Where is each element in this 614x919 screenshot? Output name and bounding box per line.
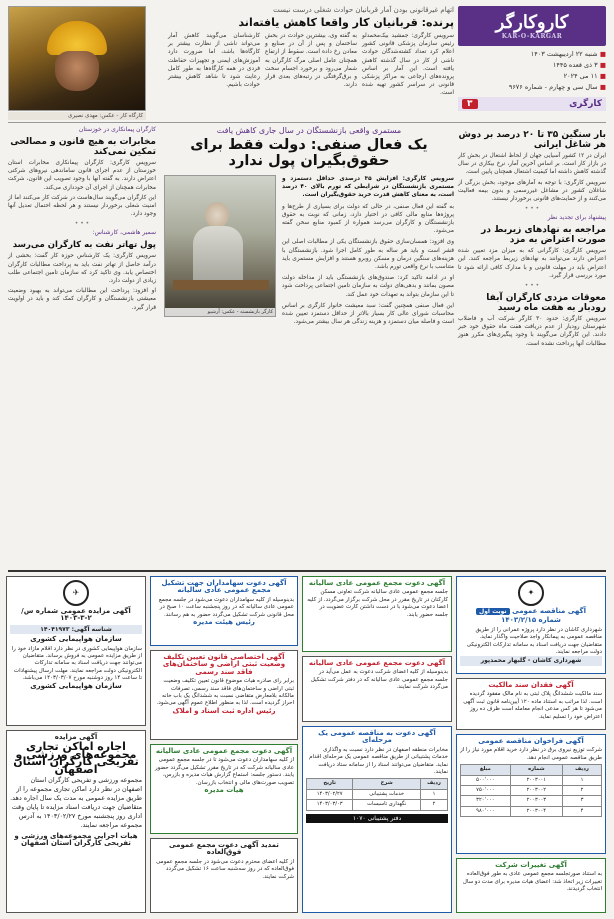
- ad-electric-body: شرکت توزیع نیروی برق در نظر دارد خرید اقلام مورد نیاز را از طریق مناقصه عمومی انجام دهد.: [460, 747, 602, 761]
- ad-annual-body: از کلیه سهامداران دعوت می‌شود تا در جلسه مجمع عمومی عادی سالیانه شرکت که در تاریخ مقرر تشکیل می‌گردد حضور یابند. دستور جلسه: استماع گزارش هیات مدیره و بازرس، تصویب صورت‌های مالی و انتخاب بازرسان.: [155, 757, 294, 786]
- ad-land-title: آگهی اختصاصی قانون تعیین تکلیف وضعیت ثبتی اراضی و ساختمان‌های فاقد سند رسمی: [162, 653, 286, 676]
- ad-annual-footer: هیات مدیره: [204, 786, 244, 795]
- top-story-headline: پرنده: قربانیان کار واقعا کاهش یافته‌اند: [238, 16, 454, 29]
- ads-section: [8, 576, 606, 913]
- ad-telecom-tender: [302, 726, 452, 913]
- meta-date-gregorian: ۱۱ می ۲۰۲۴: [563, 72, 598, 80]
- right-third-body: سرویس کارگری: حدود ۳۰ کارگر شرکت آب و فاضلاب شهرستان رودبار از عدم دریافت هفت ماه حقوق خود خبر دادند. این کارگران می‌گویند با وجود پیگیری‌های مکرر هنوز مطالبات آنها پرداخت نشده است.: [458, 316, 606, 347]
- table-row: ۲ نگهداری تاسیسات ۱۴۰۳/۰۳/۰۳: [307, 800, 448, 810]
- ad-coop-body: جلسه مجمع عمومی عادی سالیانه شرکت تعاونی مسکن کارکنان در تاریخ مقرر در محل شرکت برگزار می‌گردد. از کلیه اعضا دعوت می‌شود با در دست داشتن کارت عضویت در جلسه حضور یابند.: [307, 589, 448, 618]
- ad-tender-title: آگهی مناقصه عمومی: [512, 607, 586, 615]
- worker-helmet-photo: [8, 6, 146, 111]
- left-body-1: سرویس کارگری: کارگران پیمانکاری مخابرات استان خوزستان از عدم اجرای قانون ساماندهی نیروهای شرکتی اعتراض دارند. به گفته آنها با وجود تصویب این قانون، شرکت مخابرات همچنان از اجرای آن خودداری می‌کند.: [8, 160, 156, 191]
- ad-land-body: برابر رای صادره هیات موضوع قانون تعیین تکلیف وضعیت ثبتی اراضی و ساختمان‌های فاقد سند رسمی، تصرفات مالکانه بلامعارض متقاضی نسبت به ششدانگ یک باب خانه احراز گردیده است. لذا به منظور اطلاع عموم آگهی می‌شود.: [156, 678, 294, 707]
- retiree-photo-caption: کارگر بازنشسته - عکس: آرشیو: [165, 308, 275, 316]
- top-story-col-1: سرویس کارگری: جمشید بیک‌محمدلو رئیس سازمان پزشکی قانونی کشور اعلام کرد تعداد کشته‌شدگان حوادث ناشی از کار در سال گذشته کاهش یافته است. این آمار بر اساس پرونده‌های ارجاعی به مراکز پزشکی قانونی در سراسر کشور تهیه شده است.: [362, 33, 454, 97]
- table-row: ۲ ۲۰۰۳۰۰۲ ۷۵۰٬۰۰۰: [461, 786, 602, 796]
- ads-column-center-right: [302, 576, 452, 913]
- face-shape: [55, 51, 99, 91]
- ad-extraordinary-assembly: [150, 838, 298, 913]
- ad-shareholders-title: آگهی دعوت سهامداران جهت تشکیل مجمع عمومی عادی سالیانه: [161, 579, 287, 595]
- table-header: تاریخ: [307, 779, 353, 789]
- page-number: ۳: [462, 99, 478, 109]
- ad-telecom-footer: دفتر پشتیبانی ۱۰۷۰: [306, 814, 448, 823]
- ad-extra-body: از کلیه اعضای محترم دعوت می‌شود در جلسه مجمع عمومی فوق‌العاده که در روز سه‌شنبه ساعت ۱۶ تشکیل می‌گردد شرکت نمایند.: [156, 858, 294, 880]
- table-header: مبلغ: [461, 765, 511, 775]
- table-header: شماره: [510, 765, 562, 775]
- ad-isfahan-footer: هیات اجرایی مجموعه‌های ورزشی و تفریحی کارگران استان اصفهان: [14, 832, 138, 848]
- ad-isfahan-auction: [6, 730, 146, 913]
- left-sub-kicker: سمیر هاشمی، کارشناس:: [92, 229, 156, 237]
- right-sub-body: سرویس کارگری: کارگرانی که به میزان مزد تعیین شده اعتراض دارند می‌توانند به نهادهای زیربط مراجعه کنند. این اعتراض باید در مهلت قانونی و با مدارک کافی ارائه شود تا مورد بررسی قرار گیرد.: [458, 248, 606, 279]
- main-body-1: به گفته این فعال صنفی، در حالی که دولت برای بسیاری از طرح‌ها و پروژه‌ها منابع مالی کافی در اختیار دارد، زمانی که نوبت به حقوق بازنشستگان و کارگران می‌رسد همواره از کمبود منابع سخن گفته می‌شود.: [282, 203, 454, 235]
- ad-tender-kashan: [456, 576, 606, 674]
- photo-caption: کارگاه کار - عکس: مهدی نصیری: [8, 112, 146, 120]
- ad-annual-assembly: [150, 744, 298, 834]
- meta-date-shamsi: شنبه ۲۲ اردیبهشت ۱۴۰۳: [530, 50, 598, 58]
- masthead: [458, 6, 606, 116]
- table-row: ۱ خدمات پشتیبانی ۱۴۰۳/۰۲/۲۷: [307, 789, 448, 799]
- ad-land-registry: [150, 650, 298, 740]
- helmet-shape: [47, 21, 107, 55]
- ads-column-right: [456, 576, 606, 913]
- ads-column-left: [6, 576, 146, 913]
- left-sub-body-2: او افزود: پرداخت این مطالبات می‌تواند به بهبود وضعیت معیشتی بازنشستگان و کارگران کمک کند و باید در اولویت قرار گیرد.: [8, 288, 156, 311]
- main-body-4: این فعال صنفی همچنین گفت: سبد معیشت خانوار کارگری بر اساس محاسبات شورای عالی کار بسیار بالاتر از حداقل دستمزد تعیین شده است و فاصله میان دستمزد و هزینه زندگی هر سال بیشتر می‌شود.: [282, 302, 454, 326]
- table-row: ۳ ۲۰۰۳۰۰۳ ۳۲۰٬۰۰۰: [461, 796, 602, 806]
- ad-aviation-body: سازمان هواپیمایی کشوری در نظر دارد اقلام مازاد خود را از طریق مزایده عمومی به فروش برساند. متقاضیان می‌توانند جهت دریافت اسناد به سامانه تدارکات الکترونیکی دولت مراجعه نمایند. مهلت ارسال پیشنهادات تا ساعت ۱۴ روز دوشنبه مورخ ۱۴۰۳/۰۳/۰۷ می‌باشد.: [11, 645, 142, 682]
- ad-lost-deed: [456, 678, 606, 730]
- brand-latin: KAR-O-KARGAR: [501, 33, 563, 40]
- ad-electric-tender: [456, 734, 606, 854]
- top-story: [168, 6, 454, 116]
- ad-shareholders: [150, 576, 298, 646]
- bench-shape: [173, 280, 269, 290]
- ad-extra-title: تمدید آگهی دعوت مجمع عمومی فوق‌العاده: [169, 841, 279, 857]
- left-column: کارگران پیمانکاری در خوزستان مخابرات به هیچ قانون و مصالحی تمکین نمی‌کند سرویس کارگری: کارگران پیمانکاری مخابرات استان خوزستان از عدم اجرای قانون ساماندهی نیروهای شرکتی اعتراض دارند. به گفته آنها با وجود تصویب این قانون، شرکت مخابرات همچنان از اجرای آن خودداری می‌کند. این کارگران می‌گویند سال‌هاست در شرکت کار می‌کنند اما از امنیت شغلی برخوردار نیستند و هر لحظه احتمال تعدیل آنها وجود دارد. • • • سمیر هاشمی، کارشناس: پول تهاتر نفت به کارگران می‌رسد سرویس کارگری: یک کارشناس حوزه کار گفت: بخشی از درآمد حاصل از تهاتر نفت باید به پرداخت مطالبات کارگران اختصاص یابد. وی تاکید کرد که سازمان تامین اجتماعی طلب زیادی از دولت دارد. او افزود: پرداخت این مطالبات می‌تواند به بهبود وضعیت معیشتی بازنشستگان و کارگران کمک کند و باید در اولویت قرار گیرد.: [8, 126, 156, 311]
- ad-land-footer: رئیس اداره ثبت اسناد و املاک: [172, 706, 276, 715]
- aviation-logo-icon: ✈: [63, 580, 89, 606]
- section-tab: [458, 97, 606, 111]
- left-headline: مخابرات به هیچ قانون و مصالحی تمکین نمی‌کند: [10, 137, 156, 157]
- ad-lost-deed-body: سند مالکیت ششدانگ پلاک ثبتی به نام مالک مفقود گردیده است. لذا مراتب به استناد ماده ۱۲۰ آیین‌نامه قانون ثبت آگهی می‌شود تا هر کس مدعی انجام معامله است ظرف ده روز اعتراض خود را تسلیم نماید.: [463, 691, 602, 720]
- ad-aviation-title: آگهی مزایده عمومی شماره س/۲-۳-۱۴۰۳: [21, 607, 131, 623]
- ad-coop-title: آگهی دعوت مجمع عمومی عادی سالیانه: [308, 579, 446, 587]
- ads-divider: [8, 570, 606, 572]
- ad-aviation-auction: [6, 576, 146, 726]
- ad-electric-table: [460, 764, 602, 817]
- ad-shareholders-footer: رئیس هیئت مدیره: [193, 618, 255, 627]
- top-story-col-2: به گفته وی، بیشترین حوادث در بخش ساختمان و پس از آن در صنایع و معادن رخ داده است. سقوط از ارتفاع همچنان عامل اصلی مرگ کارگران به شمار می‌رود و برخورد اجسام سخت و برق‌گرفتگی در رتبه‌های بعدی قرار دارند.: [265, 33, 357, 89]
- ad-assembly-2-body: بدینوسیله از کلیه اعضای شرکت دعوت به عمل می‌آید در جلسه مجمع عمومی عادی سالیانه که در دفتر شرکت تشکیل می‌گردد شرکت نمایند.: [310, 669, 448, 691]
- right-body-1: ایران در ۱۲ کشور آسیایی جهان از لحاظ اشتغال در بخش کار در بازار کار است. بر اساس آخرین آمار، نرخ بیکاری در سال گذشته کاهش داشته اما کیفیت اشتغال همچنان پایین است.: [458, 153, 606, 176]
- right-body-2: سرویس کارگری: با توجه به آمارهای موجود، بخش بزرگی از شاغلان کشور در مشاغل غیررسمی و بدون بیمه فعالیت می‌کنند و از حمایت‌های قانونی برخوردار نیستند.: [458, 179, 606, 203]
- ad-changes-title: آگهی تغییرات شرکت: [495, 861, 567, 869]
- right-headline: بار سنگین ۳۵ تا ۲۰ درصد بر دوش هر شاغل ایرانی: [458, 130, 606, 150]
- left-kicker: کارگران پیمانکاری در خوزستان: [78, 126, 156, 133]
- main-kicker: مستمری واقعی بازنشستگان در سال جاری کاهش یافت: [216, 126, 402, 135]
- ad-tender-body: شهرداری کاشان در نظر دارد پروژه عمرانی را از طریق مناقصه عمومی به پیمانکار واجد صلاحیت واگذار نماید. متقاضیان جهت دریافت اسناد به سامانه تدارکات الکترونیکی دولت مراجعه نمایند.: [466, 626, 602, 656]
- man-body-shape: [193, 226, 243, 286]
- ad-changes-body: به استناد صورتجلسه مجمع عمومی عادی به طور فوق‌العاده تغییرات زیر اتخاذ شد: اعضای هیات مدیره برای مدت دو سال انتخاب گردیدند.: [462, 871, 602, 893]
- main-body-3: او در ادامه تاکید کرد: صندوق‌های بازنشستگی باید از مداخله دولت مصون بمانند و بدهی‌های دولت به سازمان تامین اجتماعی پرداخت شود تا این سازمان بتواند به تعهدات خود عمل کند.: [282, 275, 454, 298]
- meta-issue-number: سال سی و چهارم - شماره ۹۶۷۶: [508, 83, 598, 91]
- table-header: شرح: [353, 779, 421, 789]
- main-lead: سرویس کارگری: افزایش ۳۵ درصدی حداقل دستمزد و مستمری بازنشستگان در شرایطی که تورم بالای ۴۰ درصد است، به معنای کاهش قدرت خرید حقوق‌بگیران است.: [282, 176, 455, 199]
- top-story-col-3: کارشناسان می‌گویند کاهش آمار می‌تواند ناشی از نظارت بیشتر بر کارگاه‌ها باشد، اما ضرورت دارد آموزش‌های ایمنی و تجهیزات حفاظت فردی در همه کارگاه‌ها به طور کامل رعایت شود تا شاهد کاهش بیشتر حوادث باشیم.: [168, 33, 260, 89]
- ad-isfahan-body: مجموعه ورزشی و تفریحی کارگران استان اصفهان در نظر دارد اماکن تجاری مجموعه را از طریق مزایده عمومی به مدت یک سال اجاره دهد. متقاضیان جهت دریافت اسناد مزایده تا پایان وقت اداری روز پنجشنبه مورخ ۱۴۰۳/۰۲/۲۷ به آدرس مجموعه مراجعه نمایند.: [10, 776, 142, 830]
- main-headline: یک فعال صنفی: دولت فقط برای حقوق‌بگیران پول ندارد: [190, 137, 428, 169]
- ad-lost-deed-title: آگهی فقدان سند مالکیت: [488, 681, 574, 689]
- ad-aviation-org: سازمان هواپیمایی کشوری: [30, 635, 122, 644]
- ad-shareholders-body: بدینوسیله از کلیه سهامداران دعوت می‌شود در جلسه مجمع عمومی عادی سالیانه که در روز پنجشنبه ساعت ۱۰ صبح در محل قانونی شرکت تشکیل می‌گردد حضور به هم رسانند.: [158, 596, 294, 618]
- issue-meta: ■ شنبه ۲۲ اردیبهشت ۱۴۰۳ ■ ۳ ذی قعده ۱۴۴۵ ■ ۱۱ می ۲۰۲۴ ■ سال سی و چهارم - شماره ۹۶۷۶: [508, 50, 606, 91]
- ad-isfahan-headline: اجاره اماکن تجاری مجموعه‌های ورزشی و تفریحی کارگران استان اصفهان: [13, 740, 139, 776]
- ad-tender-number: شماره ۱۴۰۳/۲/۱۵: [501, 616, 561, 625]
- meta-date-hijri: ۳ ذی قعده ۱۴۴۵: [552, 61, 598, 69]
- ad-annual-title: آگهی دعوت مجمع عمومی عادی سالیانه: [155, 747, 293, 755]
- ad-tender-band: شهرداری کاشان - گلبهار محمدپور: [460, 656, 602, 665]
- right-column: بار سنگین ۳۵ تا ۲۰ درصد بر دوش هر شاغل ایرانی ایران در ۱۲ کشور آسیایی جهان از لحاظ اشتغال در بخش کار در بازار کار است. بر اساس آخرین آمار، نرخ بیکاری در سال گذشته کاهش داشته اما کیفیت اشتغال همچنان پایین است. سرویس کارگری: با توجه به آمارهای موجود، بخش بزرگی از شاغلان کشور در مشاغل غیررسمی و بدون بیمه فعالیت می‌کنند و از حمایت‌های قانونی برخوردار نیستند. • • • پیشنهاد برای تجدید نظر مراجعه به نهادهای زیربط در صورت اعتراض به مزد سرویس کارگری: کارگرانی که به میزان مزد تعیین شده اعتراض دارند می‌توانند به نهادهای زیربط مراجعه کنند. این اعتراض باید در مهلت قانونی و با مدارک کافی ارائه شود تا مورد بررسی قرار گیرد. • • • معوقات مزدی کارگران آبفا رودبار به هفت ماه رسید سرویس کارگری: حدود ۳۰ کارگر شرکت آب و فاضلاب شهرستان رودبار از عدم دریافت هفت ماه حقوق خود خبر دادند. این کارگران می‌گویند با وجود پیگیری‌های مکرر هنوز مطالبات آنها پرداخت نشده است.: [458, 130, 606, 347]
- main-story: [164, 126, 454, 566]
- ad-isfahan-title: آگهی مزایده: [54, 733, 98, 741]
- retiree-photo: [164, 175, 276, 317]
- section-name: کارگری: [569, 99, 602, 109]
- left-sub-headline: پول تهاتر نفت به کارگران می‌رسد: [12, 240, 156, 251]
- table-row: ۱ ۲۰۰۳۰۰۱ ۵۰۰٬۰۰۰: [461, 775, 602, 785]
- table-header: ردیف: [563, 765, 602, 775]
- left-body-2: این کارگران می‌گویند سال‌هاست در شرکت کار می‌کنند اما از امنیت شغلی برخوردار نیستند و هر لحظه احتمال تعدیل آنها وجود دارد.: [8, 194, 156, 218]
- ad-aviation-footer: سازمان هواپیمایی کشوری: [30, 681, 122, 690]
- left-sub-body-1: سرویس کارگری: یک کارشناس حوزه کار گفت: بخشی از درآمد حاصل از تهاتر نفت باید به پرداخت مطالبات کارگران اختصاص یابد. وی تاکید کرد که سازمان تامین اجتماعی طلب زیادی از دولت دارد.: [8, 253, 156, 285]
- brand-logo: [458, 6, 606, 46]
- table-row: ۴ ۲۰۰۳۰۰۴ ۹۸۰٬۰۰۰: [461, 806, 602, 816]
- main-body-2: وی افزود: همسان‌سازی حقوق بازنشستگان یکی از مطالبات اصلی این قشر است و باید هر ساله به طور کامل اجرا شود. بازنشستگان با هزینه‌های سنگین درمان و مسکن روبرو هستند و افزایش مستمری باید متناسب با نرخ واقعی تورم باشد.: [282, 239, 454, 271]
- ad-coop-assembly: [302, 576, 452, 652]
- ad-telecom-table: [306, 778, 448, 810]
- ad-telecom-title: آگهی دعوت به مناقصه عمومی یک مرحله‌ای: [318, 729, 436, 745]
- ad-assembly-2-title: آگهی دعوت مجمع عمومی عادی سالیانه: [308, 659, 446, 667]
- divider: [8, 122, 606, 123]
- top-story-kicker: اتهام غیرقانونی بودن آمار قربانیان حوادث شغلی درست نیست: [273, 6, 454, 14]
- ad-company-changes: [456, 858, 606, 913]
- ad-aviation-band: شناسه آگهی: ۱۴۰۴۱۹۷۳: [10, 625, 142, 634]
- municipality-logo-icon: ✦: [518, 580, 544, 606]
- right-sub-kicker: پیشنهاد برای تجدید نظر: [547, 214, 606, 222]
- ad-assembly-2: [302, 656, 452, 722]
- ads-column-center-left: [150, 576, 298, 913]
- ad-tender-badge: نوبت اول: [476, 608, 510, 615]
- brand-name: کاروکارگر: [495, 12, 569, 33]
- right-sub-headline: مراجعه به نهادهای زیربط در صورت اعتراض به مزد: [481, 225, 606, 246]
- ad-telecom-body: مخابرات منطقه اصفهان در نظر دارد نسبت به واگذاری خدمات پشتیبانی از طریق مناقصه عمومی یک مرحله‌ای اقدام نماید. متقاضیان می‌توانند اسناد را از سامانه ستاد دریافت نمایند.: [309, 746, 448, 776]
- right-third-headline: معوقات مزدی کارگران آبفا رودبار به هفت ماه رسید: [486, 293, 606, 314]
- ad-electric-title: آگهی فراخوان مناقصه عمومی: [478, 737, 584, 745]
- man-head-shape: [205, 202, 229, 228]
- table-header: ردیف: [421, 779, 448, 789]
